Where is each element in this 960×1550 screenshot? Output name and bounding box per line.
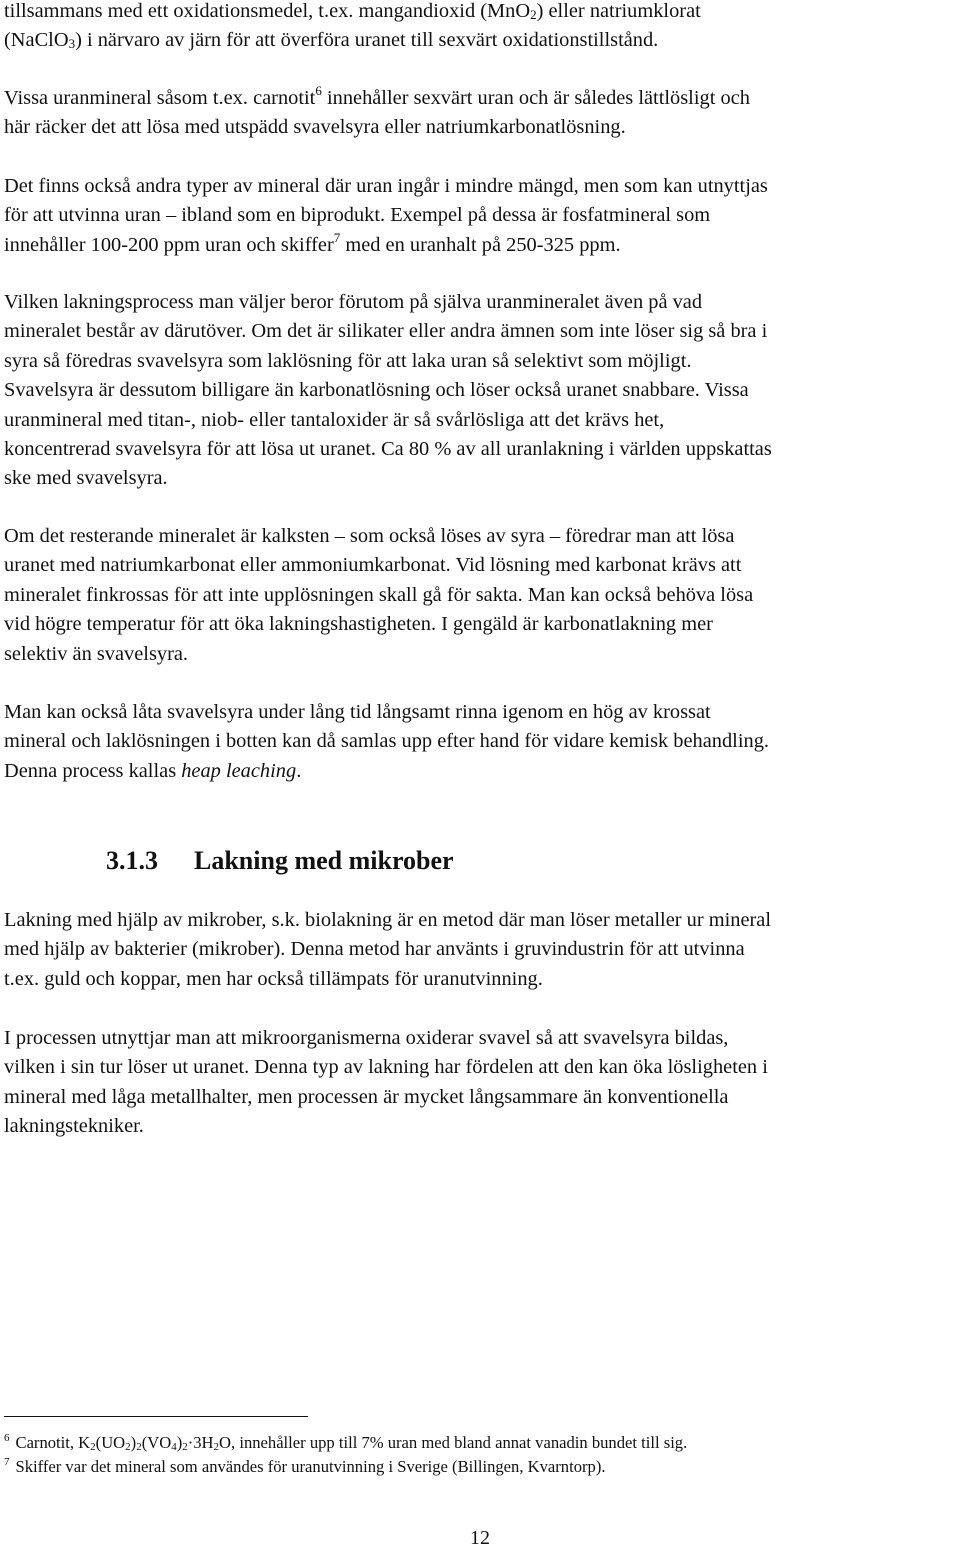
text-line: ske med svavelsyra.: [4, 467, 168, 490]
text-line: tillsammans med ett oxidationsmedel, t.ex. mangandioxid (MnO2) eller natriumklorat: [4, 0, 701, 22]
text-line: för att utvinna uran – ibland som en biprodukt. Exempel på dessa är fosfatmineral som: [4, 204, 711, 227]
text-line: Svavelsyra är dessutom billigare än karbonatlösning och löser också uranet snabbare. Vissa: [4, 379, 749, 402]
text-line: med hjälp av bakterier (mikrober). Denna metod har använts i gruvindustrin för att utvinna: [4, 938, 745, 961]
text-line: uranmineral med titan-, niob- eller tantaloxider är så svårlösliga att det krävs het,: [4, 408, 665, 431]
section-number: 3.1.3: [106, 846, 158, 875]
paragraph-oxidation-continued: [4, 0, 960, 56]
text-line: I processen utnyttjar man att mikroorganismerna oxiderar svavel så att svavelsyra bildas,: [4, 1027, 729, 1049]
section-heading: [106, 843, 454, 879]
page-number: 12: [470, 1527, 490, 1549]
text-line: (NaClO3) i närvaro av järn för att överföra uranet till sexvärt oxidationstillstånd.: [4, 29, 659, 52]
footnote-ref-7: 7: [333, 229, 341, 245]
paragraph-carnotit: [4, 84, 960, 143]
text-line: här räcker det att lösa med utspädd svavelsyra eller natriumkarbonatlösning.: [4, 116, 626, 139]
text-line: Man kan också låta svavelsyra under lång tid långsamt rinna igenom en hög av krossat: [4, 701, 711, 723]
text-line: lakningstekniker.: [4, 1115, 144, 1138]
text-line: Det finns också andra typer av mineral där uran ingår i mindre mängd, men som kan utnyttjas: [4, 175, 768, 197]
paragraph-leaching-process: [4, 288, 960, 494]
text-line: mineralet finkrossas för att inte upplösningen skall gå för sakta. Man kan också behöva lösa: [4, 583, 754, 606]
text-line: Vissa uranmineral såsom t.ex. carnotit$^6$ innehåller sexvärt uran och är således lättlösligt och: [4, 83, 750, 109]
text-line: syra så föredras svavelsyra som laklösning för att laka uran så selektivt som möjligt.: [4, 349, 692, 372]
paragraph-carbonate: [4, 522, 960, 669]
paragraph-heap-leaching: [4, 698, 960, 786]
text-line: mineralet består av därutöver. Om det är silikater eller andra ämnen som inte löser sig så bra i: [4, 320, 768, 343]
text-line: t.ex. guld och koppar, men har också tillämpats för uranutvinning.: [4, 967, 543, 990]
text-line: uranet med natriumkarbonat eller ammoniumkarbonat. Vid lösning med karbonat krävs att: [4, 554, 742, 577]
text-line: innehåller 100-200 ppm uran och skiffer$^7$ med en uranhalt på 250-325 ppm.: [4, 229, 621, 256]
text-line: Denna process kallas heap leaching.: [4, 759, 302, 782]
footnote-7: $^7$ Skiffer var det mineral som användes för uranutvinning i Sverige (Billingen, Kvarntorp).: [4, 1456, 606, 1476]
text-line: koncentrerad svavelsyra för att lösa ut uranet. Ca 80 % av all uranlakning i världen uppskattas: [4, 437, 772, 460]
footnote-divider: [4, 1416, 308, 1417]
section-title: Lakning med mikrober: [194, 846, 454, 875]
text-line: Lakning med hjälp av mikrober, s.k. biolakning är en metod där man löser metaller ur mineral: [4, 909, 771, 931]
text-line: Om det resterande mineralet är kalksten – som också löses av syra – föredrar man att lösa: [4, 525, 735, 547]
footnote-6: $^6$ Carnotit, K2(UO2)2(VO4)2·3H2O, innehåller upp till 7% uran med bland annat vanadin bundet till sig.: [4, 1432, 688, 1453]
paragraph-biolakning: [4, 906, 960, 994]
footnote-ref-6: 6: [315, 83, 322, 98]
paragraph-microorganisms: [4, 1024, 960, 1142]
text-line: mineral och laklösningen i botten kan då samlas upp efter hand för vidare kemisk behandling.: [4, 730, 769, 753]
heap-leaching-term: heap leaching: [181, 759, 297, 782]
text-line: Vilken lakningsprocess man väljer beror förutom på själva uranmineralet även på vad: [4, 291, 703, 313]
text-line: vid högre temperatur för att öka lakningshastigheten. I gengäld är karbonatlakning mer: [4, 613, 713, 636]
text-line: vilken i sin tur löser ut uranet. Denna typ av lakning har fördelen att den kan öka lösligheten i: [4, 1056, 768, 1079]
text-line: selektiv än svavelsyra.: [4, 642, 189, 665]
text-line: mineral med låga metallhalter, men processen är mycket långsammare än konventionella: [4, 1085, 729, 1108]
paragraph-other-minerals: [4, 172, 960, 260]
